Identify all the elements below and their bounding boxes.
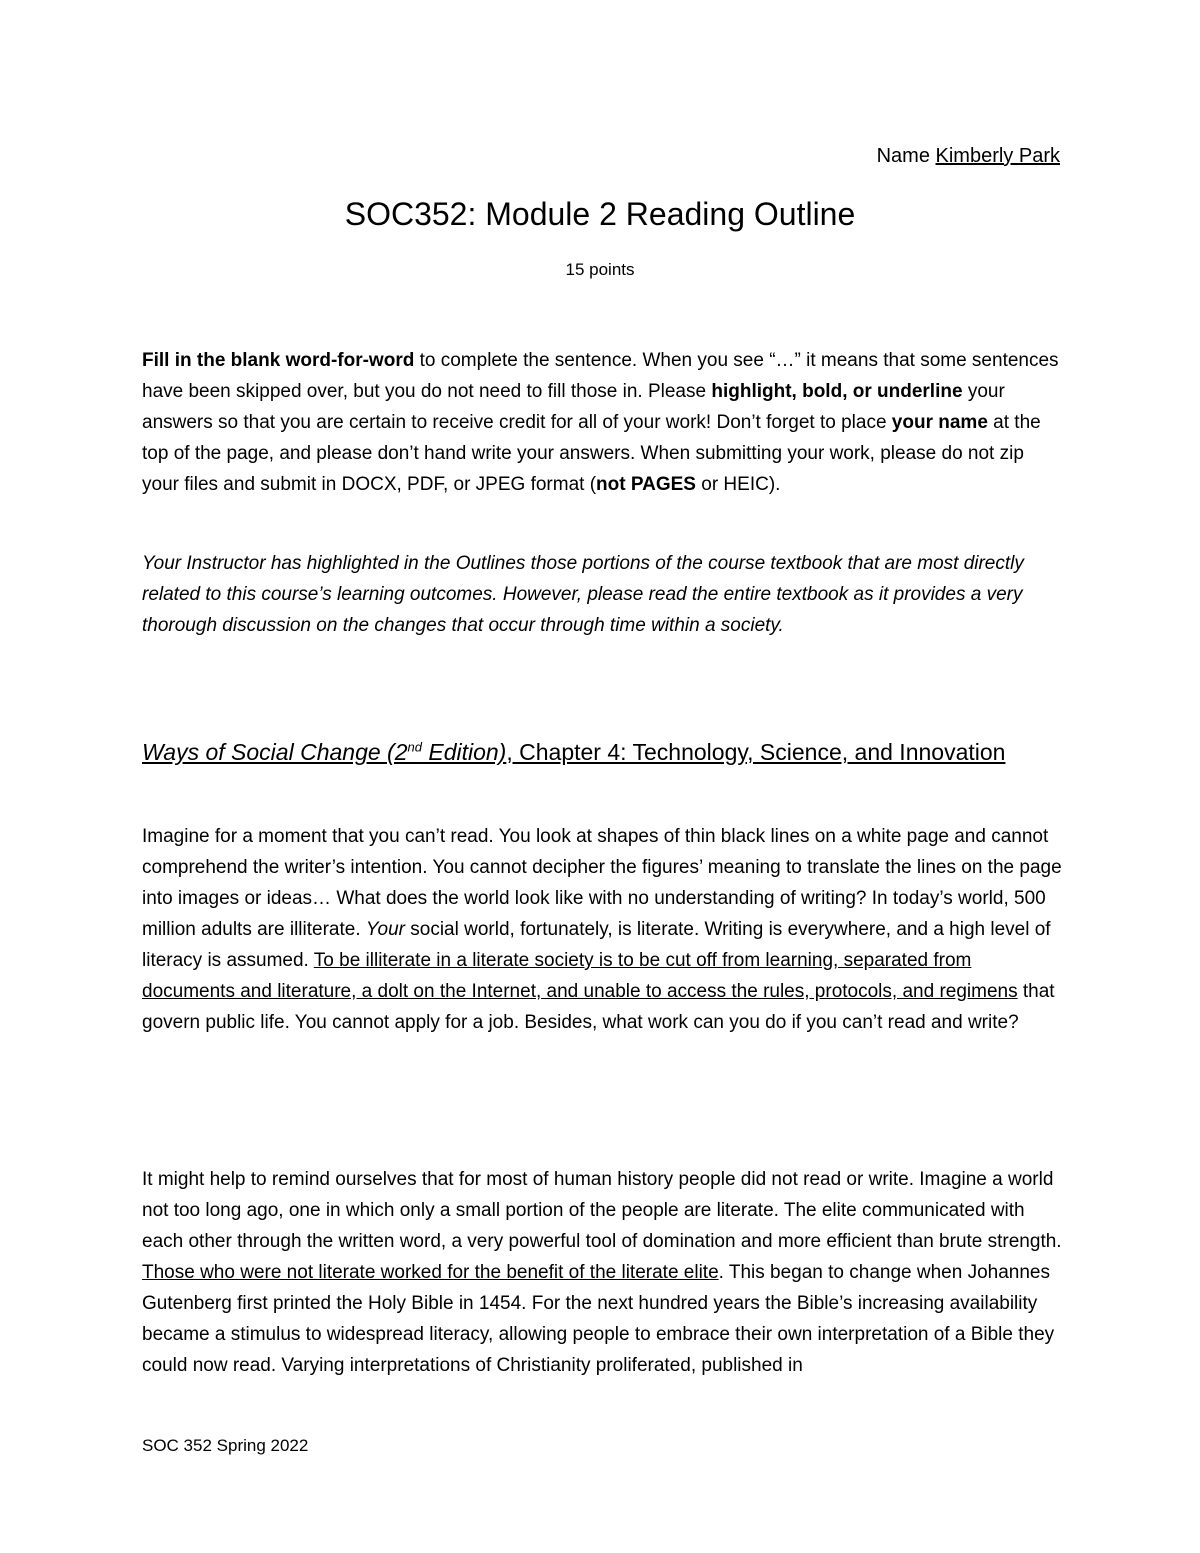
para1-answer: To be illiterate in a literate society is to be cut off from learning, separated from documents and literature, a dolt on the Internet, and unable to access the rules, protocols, and regimens [142, 950, 1018, 1002]
para2-text-a: It might help to remind ourselves that for most of human history people did not read or write. Imagine a world not too long ago, one in which only a small portion of the people are literate. The elite communicated with each other through the written word, a very powerful tool of domination and more efficient than brute strength. [142, 1169, 1062, 1252]
book-title-a: Ways of Social Change (2 [142, 739, 408, 765]
instr-text-1: to complete the sentence. When you see “…” it means that some sentences have been skipped over, but you do not need to fill those in. Please [142, 350, 1059, 402]
section-heading [142, 736, 1022, 768]
para2-answer: Those who were not literate worked for the benefit of the literate elite [142, 1262, 719, 1283]
instructions-paragraph [142, 345, 1062, 500]
instr-text-4: or HEIC). [695, 474, 781, 495]
instructor-note: Your Instructor has highlighted in the Outlines those portions of the course textbook that are most directly related to this course’s learning outcomes. However, please read the entire textbook as it provides a very thorough discussion on the changes that occur through time within a society. [142, 553, 1024, 636]
name-label: Name [876, 145, 930, 167]
para2-text-b: . This began to change when Johannes Gutenberg first printed the Holy Bible in 1454. For the next hundred years the Bible’s increasing availability became a stimulus to widespread literacy, allowing people to embrace their own interpretation of a Bible they could now read. Varying interpretations of Christianity proliferated, published in [142, 1262, 1055, 1376]
chapter-title: , Chapter 4: Technology, Science, and Innovation [506, 739, 1006, 765]
para1-text-a: Imagine for a moment that you can’t read. You look at shapes of thin black lines on a white page and cannot comprehend the writer’s intention. You cannot decipher the figures’ meaning to translate the lines on the page into images or ideas… What does the world look like with no understanding of writing? In today’s world, 500 million adults are illiterate. [142, 826, 1062, 940]
instr-bold-2: highlight, bold, or underline [711, 381, 963, 402]
para1-text-b: social world, fortunately, is literate. Writing is everywhere, and a high level of literacy is assumed. [142, 919, 1051, 971]
para1-text-c: that govern public life. You cannot apply for a job. Besides, what work can you do if you can’t read and write? [142, 981, 1055, 1033]
para1-emphasis: Your [365, 919, 405, 940]
reading-paragraph-2 [142, 1164, 1062, 1381]
name-value: Kimberly Park [935, 145, 1060, 167]
book-title-b: Edition) [421, 739, 507, 765]
points-label: 15 points [565, 260, 635, 279]
instr-bold-4: not PAGES [596, 474, 696, 495]
student-name-line [877, 142, 1060, 170]
reading-paragraph-1 [142, 821, 1062, 1038]
document-title: SOC352: Module 2 Reading Outline [344, 196, 856, 232]
instr-text-3: at the top of the page, and please don’t hand write your answers. When submitting your work, please do not zip your files and submit in DOCX, PDF, or JPEG format ( [142, 412, 1041, 495]
page-footer: SOC 352 Spring 2022 [142, 1436, 309, 1455]
book-title-sup: nd [407, 739, 422, 755]
instr-bold-3: your name [891, 412, 988, 433]
instr-bold-1: Fill in the blank word-for-word [142, 350, 415, 371]
instr-text-2: your answers so that you are certain to receive credit for all of your work! Don’t forget to place [142, 381, 1005, 433]
